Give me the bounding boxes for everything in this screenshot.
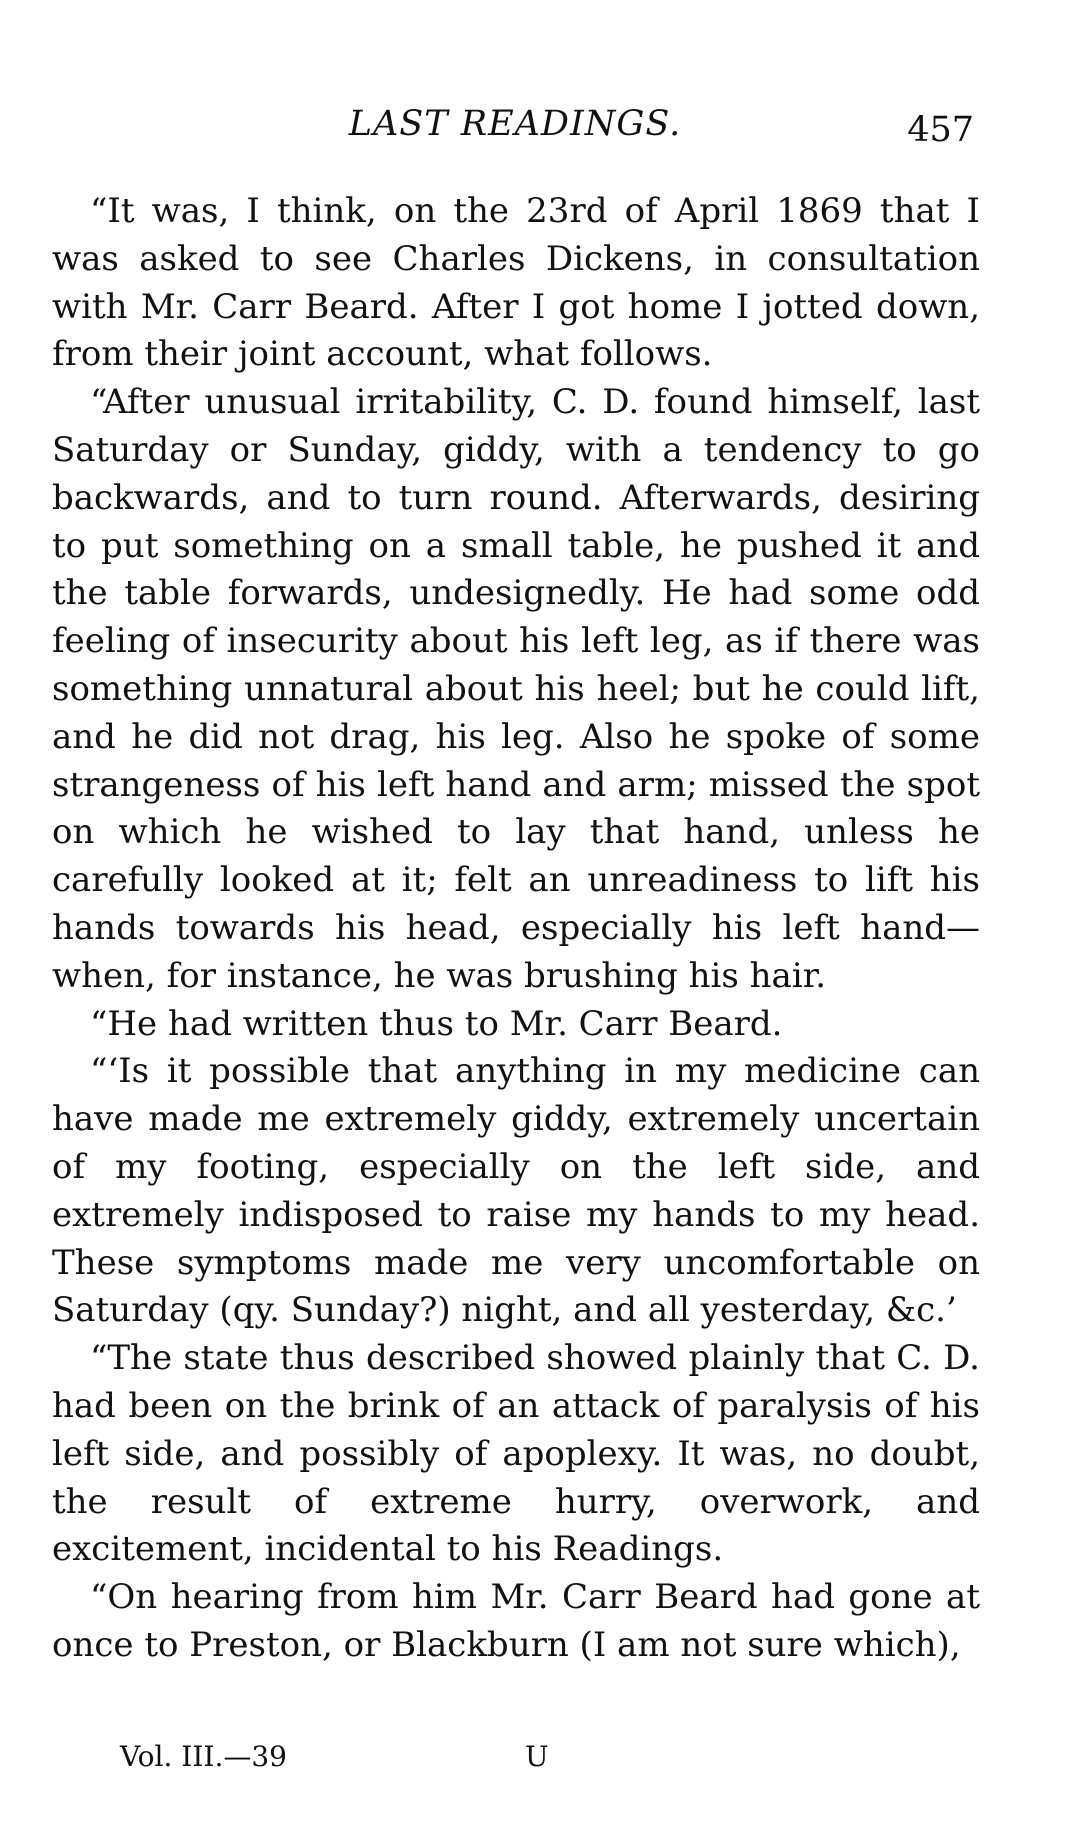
paragraph: “On hearing from him Mr. Carr Beard had gone at once to Preston, or Blackburn (I am not sure which),	[52, 1577, 980, 1665]
running-title: LAST READINGS.	[348, 104, 682, 144]
volume-signature: Vol. III.—39	[120, 1740, 287, 1773]
body-text	[52, 188, 980, 1670]
paragraph: “After unusual irritability, C. D. found himself, last Saturday or Sunday, giddy, with a tendency to go backwards, and to turn round. Afterwards, desiring to put something on a small table, he pushed it and the table forwards, undesignedly. He had some odd feeling of insecurity about his left leg, as if there was something unnatural about his heel; but he could lift, and he did not drag, his leg. Also he spoke of some strangeness of his left hand and arm; missed the spot on which he wished to lay that hand, unless he carefully looked at it; felt an unreadiness to lift his hands towards his head, especially his left hand—when, for instance, he was brushing his hair.	[52, 382, 980, 996]
signature-mark: U	[525, 1740, 549, 1773]
paragraph: “It was, I think, on the 23rd of April 1869 that I was asked to see Charles Dickens, in consultation with Mr. Carr Beard. After I got home I jotted down, from their joint account, what follows.	[52, 191, 980, 375]
page-footer	[0, 1740, 1087, 1790]
paragraph: “He had written thus to Mr. Carr Beard.	[90, 1003, 783, 1044]
paragraph: “‘Is it possible that anything in my medicine can have made me extremely giddy, extremely uncertain of my footing, especially on the left side, and extremely indisposed to raise my hands to my head. These symptoms made me very uncomfortable on Saturday (qy. Sunday?) night, and all yesterday, &c.’	[52, 1051, 980, 1331]
page-header	[50, 96, 980, 156]
paragraph: “The state thus described showed plainly that C. D. had been on the brink of an attack of paralysis of his left side, and possibly of apoplexy. It was, no doubt, the result of extreme hurry, overwork, and excitement, incidental to his Readings.	[52, 1338, 980, 1570]
page-number: 457	[907, 110, 974, 150]
